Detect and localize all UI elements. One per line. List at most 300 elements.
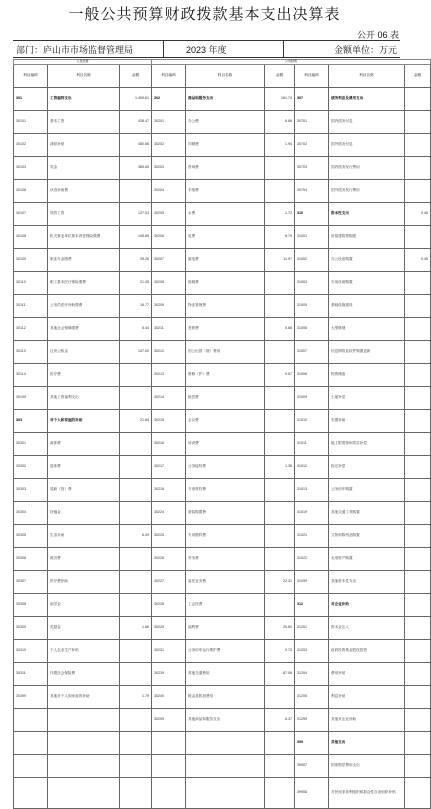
amount: 108.89 [120,226,152,249]
account-name: 其他对个人和家庭的补助 [48,686,120,709]
account-code: 30225 [152,525,186,548]
account-code: 31205 [295,686,329,709]
amount: 39.26 [120,249,152,272]
account-code: 30114 [14,364,48,387]
account-name: 手续费 [186,180,265,203]
account-code: 31203 [295,640,329,663]
personnel-caption: 人员经费 [14,60,152,65]
divider [163,41,164,57]
amount: 8.37 [265,709,295,732]
account-name: 被装购置费 [186,502,265,525]
table-row [14,732,431,755]
account-name: 维修（护）费 [186,364,265,387]
table-row [14,341,431,364]
account-code: 30199 [14,387,48,410]
table-row [14,617,431,640]
account-code: 30227 [152,571,186,594]
column-header: 科目名称 [48,65,120,88]
table-row [14,479,431,502]
account-code: 312 [295,594,329,617]
account-name: 公务接待费 [186,456,265,479]
account-code: 30207 [152,249,186,272]
amount [405,387,431,410]
amount: 0.57 [265,364,295,387]
account-name: 其他资本性支出 [329,571,405,594]
table-row [14,686,431,709]
amount [405,157,431,180]
account-name: 抚恤金 [48,502,120,525]
fiscal-year: 2023 年度 [186,45,227,55]
account-code: 30103 [14,157,48,180]
amount [120,709,152,732]
column-header: 科目名称 [329,65,405,88]
account-code: 30309 [14,617,48,640]
amount [120,732,152,755]
amount: 0.73 [265,640,295,663]
account-name: 其他社会保障缴费 [48,318,120,341]
amount: 438.47 [120,111,152,134]
account-name: 办公设备购置 [329,249,405,272]
account-name: 奖金 [48,157,120,180]
amount: 0.45 [405,249,431,272]
amount [120,778,152,809]
amount [120,364,152,387]
amount [120,479,152,502]
amount [405,479,431,502]
account-code: 30226 [152,548,186,571]
account-name: 国外债务付息 [329,134,405,157]
department-label: 部门： [16,45,44,55]
account-code [152,778,186,809]
account-code: 31201 [295,617,329,640]
account-name: 退职（役）费 [48,479,120,502]
account-name [48,732,120,755]
account-name: 水费 [186,203,265,226]
account-name: 国外债务发行费用 [329,180,405,203]
account-code: 30229 [152,617,186,640]
account-code: 310 [295,203,329,226]
account-code: 31099 [295,571,329,594]
table-row [14,433,431,456]
table-row [14,318,431,341]
account-code: 31006 [295,318,329,341]
account-code: 30214 [152,387,186,410]
account-name: 对企业补助 [329,594,405,617]
table-row [14,111,431,134]
column-header: 科目编码 [14,65,48,88]
table-row [14,456,431,479]
account-code: 31005 [295,295,329,318]
amount [120,502,152,525]
account-name: 邮电费 [186,249,265,272]
account-code: 30108 [14,226,48,249]
account-code: 31002 [295,249,329,272]
account-name: 因公出国（境）费用 [186,341,265,364]
account-code: 30303 [14,479,48,502]
account-name: 专用材料费 [186,479,265,502]
account-code: 303 [14,410,48,433]
account-name: 土地补偿 [329,387,405,410]
amount [265,778,295,809]
account-code: 39907 [295,755,329,778]
account-name: 物业管理费 [186,295,265,318]
table-row [14,157,431,180]
amount [405,341,431,364]
account-name: 生活补助 [48,525,120,548]
account-name: 资本性支出 [329,203,405,226]
amount: 5.66 [265,318,295,341]
account-code [14,778,48,809]
account-code: 30302 [14,456,48,479]
account-name: 国内债务付息 [329,111,405,134]
table-row [14,387,431,410]
amount [120,433,152,456]
account-name: 差旅费 [186,318,265,341]
amount: 21.45 [120,272,152,295]
account-name: 医疗费 [48,364,120,387]
table-row [14,663,431,686]
amount [405,686,431,709]
account-name: 对民间非营利组织和群众性自治组织补贴 [329,778,405,809]
account-code [152,732,186,755]
account-code: 31013 [295,479,329,502]
table-row [14,548,431,571]
amount [265,525,295,548]
account-name: 房屋建筑物购建 [329,226,405,249]
amount [265,410,295,433]
amount [265,180,295,203]
account-code: 39908 [295,778,329,809]
amount [405,364,431,387]
account-name: 基础设施建设 [329,295,405,318]
amount [265,548,295,571]
account-code: 30310 [14,640,48,663]
table-row [14,295,431,318]
table-number: 公开 06 表 [356,30,399,40]
amount [120,387,152,410]
amount [120,640,152,663]
account-code: 30228 [152,594,186,617]
amount [120,180,152,203]
amount: 25.60 [265,617,295,640]
account-code: 30217 [152,456,186,479]
amount: 0.45 [405,203,431,226]
account-code: 301 [14,88,48,111]
amount [265,732,295,755]
account-code: 30215 [152,410,186,433]
account-name: 电费 [186,226,265,249]
account-code: 30305 [14,525,48,548]
table-row [14,134,431,157]
account-code: 30109 [14,249,48,272]
account-name: 债务利息及费用支出 [329,88,405,111]
account-code [14,732,48,755]
table-row [14,180,431,203]
amount [405,180,431,203]
account-name: 拆迁补偿 [329,456,405,479]
amount: 1,459.61 [120,88,152,111]
amount [265,433,295,456]
amount [405,640,431,663]
account-code: 30304 [14,502,48,525]
account-code: 31001 [295,226,329,249]
amount [265,594,295,617]
account-code: 30306 [14,548,48,571]
account-code: 30212 [152,341,186,364]
account-code: 30704 [295,180,329,203]
account-code: 30299 [152,709,186,732]
amount: 1.36 [265,456,295,479]
account-code: 31021 [295,525,329,548]
account-name: 奖励金 [48,617,120,640]
account-code: 30205 [152,203,186,226]
account-code: 31009 [295,387,329,410]
account-name: 无形资产购置 [329,548,405,571]
account-code: 30240 [152,686,186,709]
amount [265,272,295,295]
amount [405,571,431,594]
amount: 8.79 [265,226,295,249]
amount [405,88,431,111]
amount [120,594,152,617]
amount [405,226,431,249]
account-name: 工会经费 [186,594,265,617]
account-name: 离休费 [48,433,120,456]
account-code: 30311 [14,663,48,686]
table-row [14,525,431,548]
amount-unit: 金额单位：万元 [333,45,397,55]
account-code: 31012 [295,456,329,479]
account-name: 住房公积金 [48,341,120,364]
amount [405,295,431,318]
account-code: 30213 [152,364,186,387]
divider [283,41,284,57]
account-code: 30301 [14,433,48,456]
account-code: 30202 [152,134,186,157]
table-row [14,364,431,387]
amount [405,502,431,525]
account-name: 绩效工资 [48,203,120,226]
table-row [14,502,431,525]
account-code: 30204 [152,180,186,203]
account-code: 30231 [152,640,186,663]
account-name: 医疗费补助 [48,571,120,594]
amount: 6.49 [120,525,152,548]
account-code: 31010 [295,410,329,433]
account-name [48,755,120,778]
account-name: 物资储备 [329,364,405,387]
expenditure-table [13,59,431,809]
account-name: 公务用车购置 [329,479,405,502]
amount [405,272,431,295]
column-header: 金额 [405,65,431,88]
amount [120,571,152,594]
amount: 1.72 [265,203,295,226]
account-code: 30209 [152,295,186,318]
account-code: 31003 [295,272,329,295]
account-code: 30111 [14,295,48,318]
account-code [152,755,186,778]
account-name [48,778,120,809]
account-code: 302 [152,88,186,111]
column-header: 金额 [120,65,152,88]
column-header: 科目编码 [295,65,329,88]
account-code [14,755,48,778]
table-row [14,249,431,272]
amount [265,479,295,502]
account-code: 30106 [14,180,48,203]
amount [405,111,431,134]
account-name: 其他交通工具购置 [329,502,405,525]
amount [405,778,431,809]
table-row [14,88,431,111]
table-row [14,272,431,295]
account-code: 30224 [152,502,186,525]
account-code: 30703 [295,157,329,180]
account-code: 30218 [152,479,186,502]
account-name: 其他支出 [329,732,405,755]
amount [120,456,152,479]
account-name: 资本金注入 [329,617,405,640]
table-header-bar [13,40,400,58]
account-name: 利息补贴 [329,686,405,709]
amount: 16.77 [120,295,152,318]
page-title: 一般公共预算财政拨款基本支出决算表 [68,5,341,23]
amount [120,755,152,778]
amount: 1.94 [265,134,295,157]
amount [405,709,431,732]
account-name: 其他工资福利支出 [48,387,120,410]
account-name: 津贴补贴 [48,134,120,157]
account-code: 30702 [295,134,329,157]
account-code: 30101 [14,111,48,134]
amount [120,663,152,686]
account-code: 30239 [152,663,186,686]
account-name: 其他商品和服务支出 [186,709,265,732]
account-name: 信息网络及软件购置更新 [329,341,405,364]
account-code: 31299 [295,709,329,732]
account-code: 31204 [295,663,329,686]
account-name: 其他对企业补助 [329,709,405,732]
account-name [186,732,265,755]
account-name: 培训费 [186,433,265,456]
table-row [14,226,431,249]
account-code: 30308 [14,594,48,617]
amount [405,617,431,640]
table-row [14,778,431,809]
account-code: 30216 [152,433,186,456]
account-name: 国内债务发行费用 [329,157,405,180]
account-code: 30112 [14,318,48,341]
account-name: 职业年金缴费 [48,249,120,272]
amount [405,134,431,157]
account-name: 国家赔偿费用支出 [329,755,405,778]
account-name: 专用燃料费 [186,525,265,548]
column-header-row [14,65,431,88]
amount [265,755,295,778]
account-name: 地上附着物和青苗补偿 [329,433,405,456]
account-name [186,778,265,809]
account-code: 31022 [295,548,329,571]
table-row [14,410,431,433]
account-name [48,709,120,732]
amount: 11.97 [265,249,295,272]
account-code: 30203 [152,157,186,180]
account-code: 31011 [295,433,329,456]
account-name: 退休费 [48,456,120,479]
column-header: 金额 [265,65,295,88]
account-name: 大型修缮 [329,318,405,341]
public-caption: 公用经费 [152,60,431,65]
account-name: 劳务费 [186,548,265,571]
account-name: 专用设备购置 [329,272,405,295]
amount [405,755,431,778]
column-header: 科目名称 [186,65,265,88]
column-header: 科目编码 [152,65,186,88]
account-code: 30110 [14,272,48,295]
account-name: 租赁费 [186,387,265,410]
account-code: 399 [295,732,329,755]
account-code: 31019 [295,502,329,525]
account-name: 对个人和家庭的补助 [48,410,120,433]
amount [265,341,295,364]
table-row [14,571,431,594]
amount: 22.31 [265,571,295,594]
account-code: 31008 [295,364,329,387]
account-name: 办公费 [186,111,265,134]
account-name: 取暖费 [186,272,265,295]
amount [405,732,431,755]
amount [405,318,431,341]
amount: 6.66 [265,111,295,134]
amount [405,456,431,479]
table-row [14,709,431,732]
amount: 137.53 [120,203,152,226]
account-name: 机关事业单位基本养老保险缴费 [48,226,120,249]
account-code: 30399 [14,686,48,709]
department-name: 庐山市市场监督管理局 [43,45,134,55]
account-name: 政府投资基金股权投资 [329,640,405,663]
account-code: 30201 [152,111,186,134]
account-code: 307 [295,88,329,111]
account-name: 代缴社会保险费 [48,663,120,686]
amount [265,686,295,709]
account-name: 福利费 [186,617,265,640]
amount [405,433,431,456]
amount: 1.66 [120,617,152,640]
account-code: 30107 [14,203,48,226]
amount: 161.74 [265,88,295,111]
amount [265,387,295,410]
amount: 1.79 [120,686,152,709]
account-name: 咨询费 [186,157,265,180]
amount: 137.00 [120,341,152,364]
account-code: 30102 [14,134,48,157]
account-name: 救济费 [48,548,120,571]
account-name: 职工基本医疗保险缴费 [48,272,120,295]
account-name: 印刷费 [186,134,265,157]
table-row [14,755,431,778]
amount [405,410,431,433]
table-row [14,594,431,617]
account-code: 30206 [152,226,186,249]
amount: 67.08 [265,663,295,686]
account-code: 30701 [295,111,329,134]
account-name: 委托业务费 [186,571,265,594]
account-name: 文物和陈列品购置 [329,525,405,548]
amount [265,157,295,180]
account-name: 助学金 [48,594,120,617]
